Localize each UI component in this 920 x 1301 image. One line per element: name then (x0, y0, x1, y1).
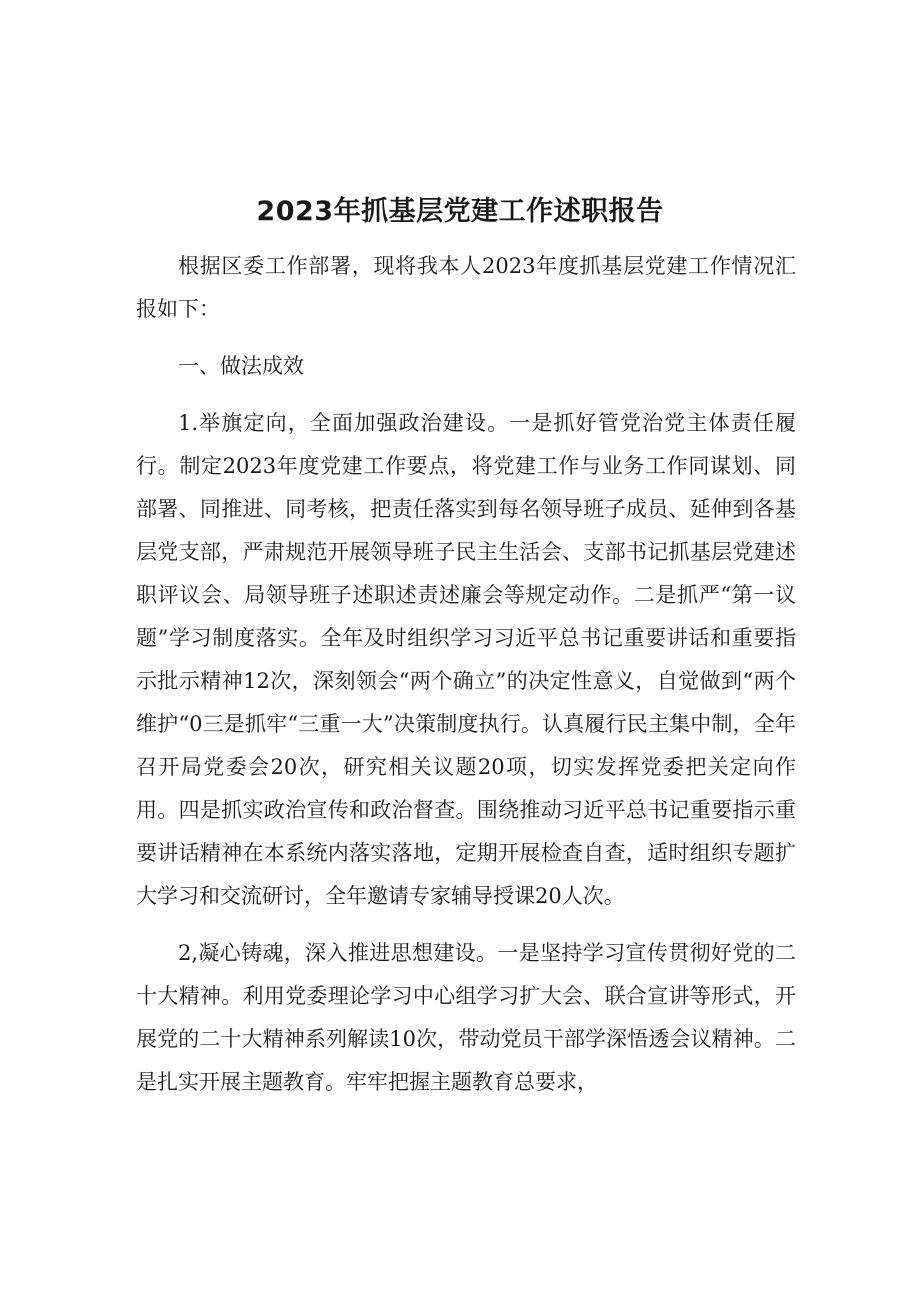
body-paragraph-2: 2,凝心铸魂，深入推进思想建设。一是坚持学习宣传贯彻好党的二十大精神。利用党委理论学习中心组学习扩大会、联合宣讲等形式，开展党的二十大精神系列解读10次，带动党员干部学深悟透会议精神。二是扎实开展主题教育。牢牢把握主题教育总要求， (136, 941, 796, 1094)
intro-paragraph: 根据区委工作部署，现将我本人2023年度抓基层党建工作情况汇报如下： (136, 254, 796, 321)
section-heading: 一、做法成效 (178, 354, 304, 378)
document-title: 2023年抓基层党建工作述职报告 (256, 196, 664, 227)
document-body (136, 245, 796, 1118)
body-paragraph-1: 1.举旗定向，全面加强政治建设。一是抓好管党治党主体责任履行。制定2023年度党建工作要点，将党建工作与业务工作同谋划、同部署、同推进、同考核，把责任落实到每名领导班子成员、延伸到各基层党支部，严肃规范开展领导班子民主生活会、支部书记抓基层党建述职评议会、局领导班子述职述责述廉会等规定动作。二是抓严“第一议题”学习制度落实。全年及时组织学习习近平总书记重要讲话和重要指示批示精神12次，深刻领会“两个确立”的决定性意义，自觉做到“两个维护“0三是抓牢“三重一大”决策制度执行。认真履行民主集中制，全年召开局党委会20次，研究相关议题20项，切实发挥党委把关定向作用。四是抓实政治宣传和政治督查。围绕推动习近平总书记重要指示重要讲话精神在本系统内落实落地，定期开展检查自查，适时组织专题扩大学习和交流研讨，全年邀请专家辅导授课20人次。 (136, 411, 796, 908)
